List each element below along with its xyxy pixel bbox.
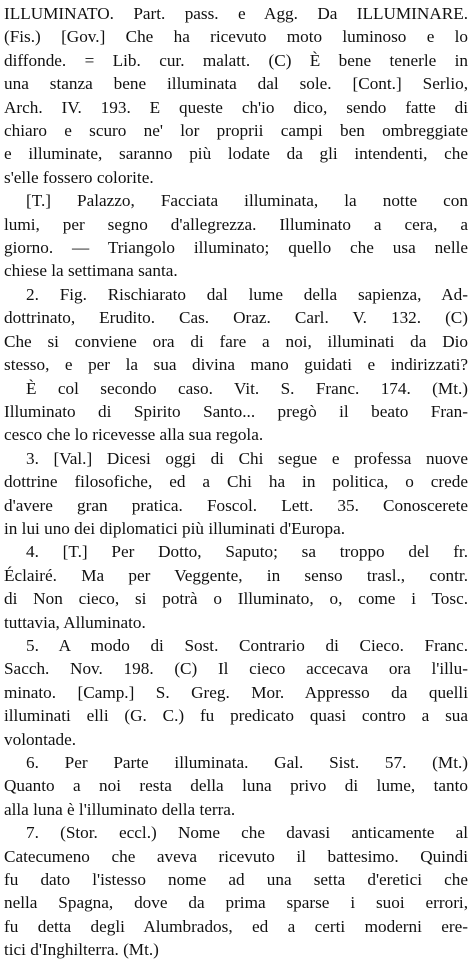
entry-line-38: fu dato l'istesso nome ad una setta d'eretici che xyxy=(4,870,468,890)
entry-line-27: tuttavia, Alluminato. xyxy=(4,612,146,632)
entry-line-21: dottrine filosofiche, ed a Chi ha in politica, o crede xyxy=(4,472,468,492)
entry-line-32: volontade. xyxy=(4,729,77,749)
entry-line-28: 5. A modo di Sost. Contrario di Cieco. Franc. xyxy=(26,635,468,655)
entry-line-33: 6. Per Parte illuminata. Gal. Sist. 57. (Mt.) xyxy=(26,753,468,772)
entry-line-19: cesco che lo ricevesse alla sua regola. xyxy=(4,425,264,445)
entry-line-41: tici d'Inghilterra. (Mt.) xyxy=(4,940,159,960)
entry-line-31: illuminati elli (G. C.) fu predicato quasi contro a sua xyxy=(4,706,468,726)
entry-line-6: chiaro e scuro ne' lor proprii campi ben ombreggiate xyxy=(4,121,468,141)
entry-line-20: 3. [Val.] Dicesi oggi di Chi segue e professa nuove xyxy=(26,448,468,468)
entry-line-13: 2. Fig. Rischiarato dal lume della sapienza, Ad- xyxy=(26,284,468,304)
entry-line-24: 4. [T.] Per Dotto, Saputo; sa troppo del fr. xyxy=(26,542,468,562)
entry-line-22: d'avere gran pratica. Foscol. Lett. 35. Conoscerete xyxy=(4,495,468,515)
entry-line-2: (Fis.) [Gov.] Che ha ricevuto moto luminoso e lo xyxy=(4,27,468,47)
entry-line-3: diffonde. = Lib. cur. malatt. (C) È bene tenerle in xyxy=(4,50,468,70)
entry-line-15: Che si conviene ora di fare a noi, illuminati da Dio xyxy=(4,331,468,351)
entry-line-5: Arch. IV. 193. E queste ch'io dico, sendo fatte di xyxy=(4,97,468,117)
entry-line-29: Sacch. Nov. 198. (C) Il cieco accecava ora l'illu- xyxy=(4,659,468,679)
entry-line-18: Illuminato di Spirito Santo... pregò il beato Fran- xyxy=(4,401,468,421)
entry-line-35: alla luna è l'illuminato della terra. xyxy=(4,799,236,819)
entry-line-36: 7. (Stor. eccl.) Nome che davasi anticamente al xyxy=(26,823,468,843)
entry-line-11: giorno. — Triangolo illuminato; quello che usa nelle xyxy=(4,238,468,258)
entry-line-14: dottrinato, Erudito. Cas. Oraz. Carl. V. 132. (C) xyxy=(4,308,468,328)
entry-line-9: [T.] Palazzo, Facciata illuminata, la notte con xyxy=(26,191,468,211)
entry-line-37: Catecumeno che aveva ricevuto il battesimo. Quindi xyxy=(4,846,468,866)
entry-line-25: Éclairé. Ma per Veggente, in senso trasl., contr. xyxy=(4,565,468,585)
entry-line-30: minato. [Camp.] S. Greg. Mor. Appresso da quelli xyxy=(4,682,468,702)
entry-line-10: lumi, per segno d'allegrezza. Illuminato a cera, a xyxy=(4,214,468,234)
entry-line-40: fu detta degli Alumbrados, ed a certi moderni ere- xyxy=(4,916,468,936)
entry-line-1: ILLUMINATO. Part. pass. e Agg. Da ILLUMINARE. xyxy=(4,4,468,23)
entry-line-17: È col secondo caso. Vit. S. Franc. 174. (Mt.) xyxy=(26,378,468,398)
entry-line-39: nella Spagna, dove da prima sparse i suoi errori, xyxy=(4,893,468,913)
dictionary-entry xyxy=(4,2,468,960)
entry-line-23: in lui uno dei diplomatici più illuminati d'Europa. xyxy=(4,518,346,538)
entry-line-12: chiese la settimana santa. xyxy=(4,261,178,281)
entry-line-26: di Non cieco, si potrà o Illuminato, o, come i Tosc. xyxy=(4,589,468,609)
entry-line-4: una stanza bene illuminata dal sole. [Cont.] Serlio, xyxy=(4,74,468,94)
entry-line-16: stesso, e per la sua divina mano guidati e indirizzati? xyxy=(4,355,468,375)
entry-line-8: s'elle fossero colorite. xyxy=(4,167,154,187)
entry-line-34: Quanto a noi resta della luna privo di lume, tanto xyxy=(4,776,468,796)
entry-line-7: e illuminate, saranno più lodate da gli intendenti, che xyxy=(4,144,468,164)
